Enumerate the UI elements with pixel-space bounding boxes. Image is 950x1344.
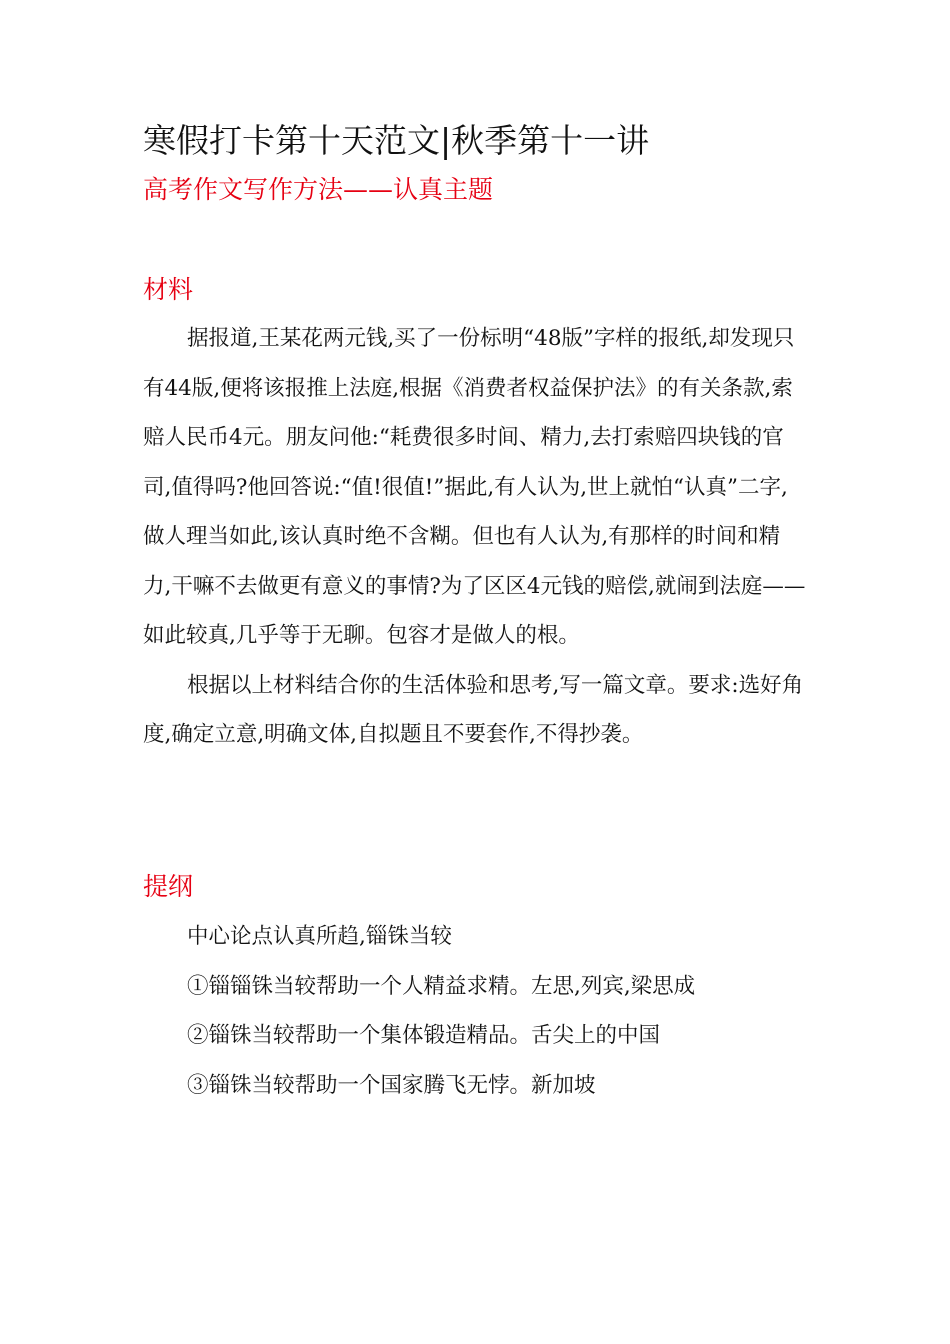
material-heading: 材料 <box>143 275 194 304</box>
document-subtitle: 高考作文写作方法——认真主题 <box>143 175 494 204</box>
material-paragraph: 据报道,王某花两元钱,买了一份标明“48版”字样的报纸,却发现只有44版,便将该报推上法庭,根据《消费者权益保护法》的有关条款,索赔人民币4元。朋友问他:“耗费很多时间、精力,去打索赔四块钱的官司,值得吗?他回答说:“值!很值!”据此,有人认为,世上就怕“认真”二字,做人理当如此,该认真时绝不含糊。但也有人认为,有那样的时间和精力,干嘛不去做更有意义的事情?为了区区4元钱的赔偿,就闹到法庭——如此较真,几乎等于无聊。包容才是做人的根。 <box>143 326 806 648</box>
outline-body <box>187 912 695 1110</box>
document-title: 寒假打卡第十天范文|秋季第十一讲 <box>143 121 650 160</box>
material-paragraph: 根据以上材料结合你的生活体验和思考,写一篇文章。要求:选好角度,确定立意,明确文体,自拟题且不要套作,不得抄袭。 <box>143 672 804 747</box>
material-body <box>143 314 808 760</box>
outline-heading: 提纲 <box>143 872 194 901</box>
outline-point: ③锱铢当较帮助一个国家腾飞无悖。新加坡 <box>187 1072 596 1098</box>
outline-thesis: 中心论点认真所趋,锱铢当较 <box>187 924 452 949</box>
outline-point: ①锱锱铢当较帮助一个人精益求精。左思,列宾,梁思成 <box>187 973 696 999</box>
outline-point: ②锱铢当较帮助一个集体锻造精品。舌尖上的中国 <box>187 1023 661 1048</box>
